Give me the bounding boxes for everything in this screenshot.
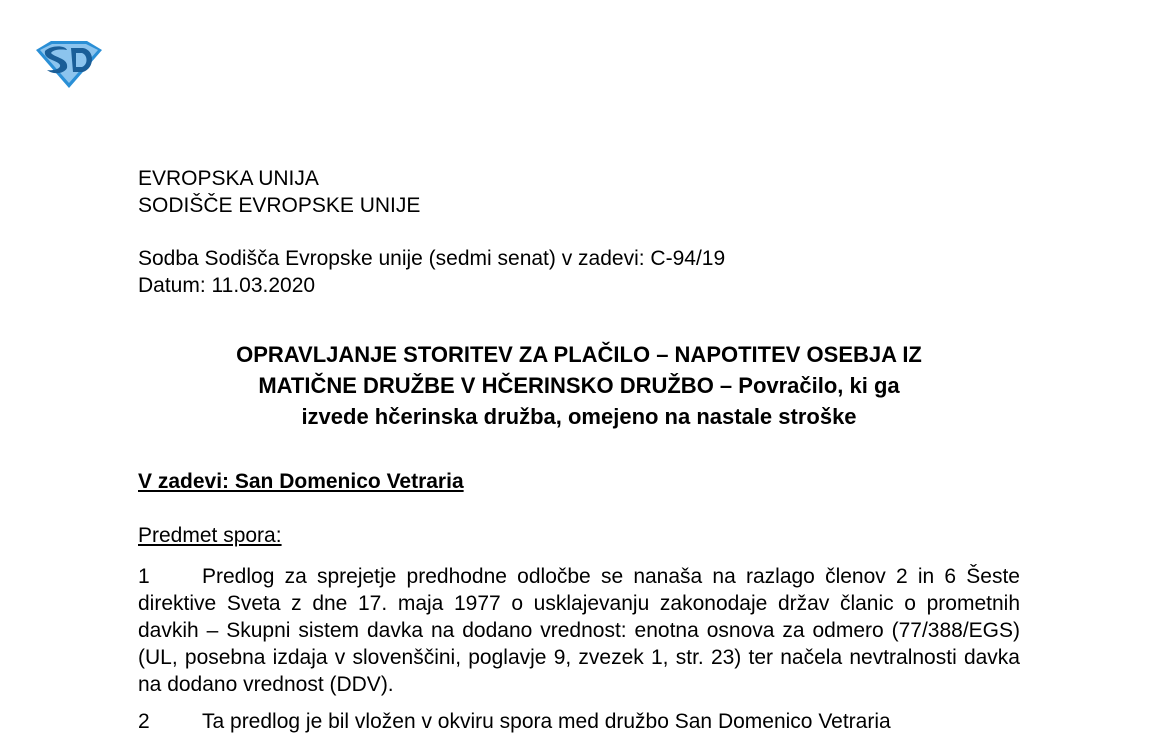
paragraph-number: 2: [138, 710, 150, 733]
subject-heading: Predmet spora:: [138, 524, 282, 547]
paragraph-2: [138, 708, 1020, 735]
judgment-date: Datum: 11.03.2020: [138, 274, 316, 297]
institution-name: EVROPSKA UNIJA: [138, 167, 319, 190]
paragraph-text: Ta predlog je bil vložen v okviru spora med družbo San Domenico Vetraria: [202, 710, 891, 733]
paragraph-number: 1: [138, 565, 150, 588]
court-name: SODIŠČE EVROPSKE UNIJE: [138, 194, 421, 217]
document-title: [138, 339, 1020, 432]
judgment-title: Sodba Sodišča Evropske unije (sedmi senat) v zadevi: C-94/19: [138, 247, 726, 270]
paragraph-1: [138, 563, 1020, 698]
court-logo: [33, 38, 105, 90]
judgment-reference: [138, 245, 725, 299]
title-line-3: izvede hčerinska družba, omejeno na nastale stroške: [301, 404, 857, 429]
paragraph-text: Predlog za sprejetje predhodne odločbe se nanaša na razlago členov 2 in 6 Šeste direktive Sveta z dne 17. maja 1977 o usklajevanju zakonodaje držav članic o prometnih davkih – Skupni sistem davka na dodano vrednost: enotna osnova za odmero (77/388/EGS) (UL, posebna izdaja v slovenščini, poglavje 9, zvezek 1, str. 23) ter načela nevtralnosti davka na dodano vrednost (DDV).: [138, 565, 1020, 696]
case-heading: V zadevi: San Domenico Vetraria: [138, 470, 464, 493]
document-header: [138, 165, 420, 219]
title-line-2: MATIČNE DRUŽBE V HČERINSKO DRUŽBO – Povračilo, ki ga: [258, 373, 900, 398]
title-line-1: OPRAVLJANJE STORITEV ZA PLAČILO – NAPOTITEV OSEBJA IZ: [236, 342, 922, 367]
